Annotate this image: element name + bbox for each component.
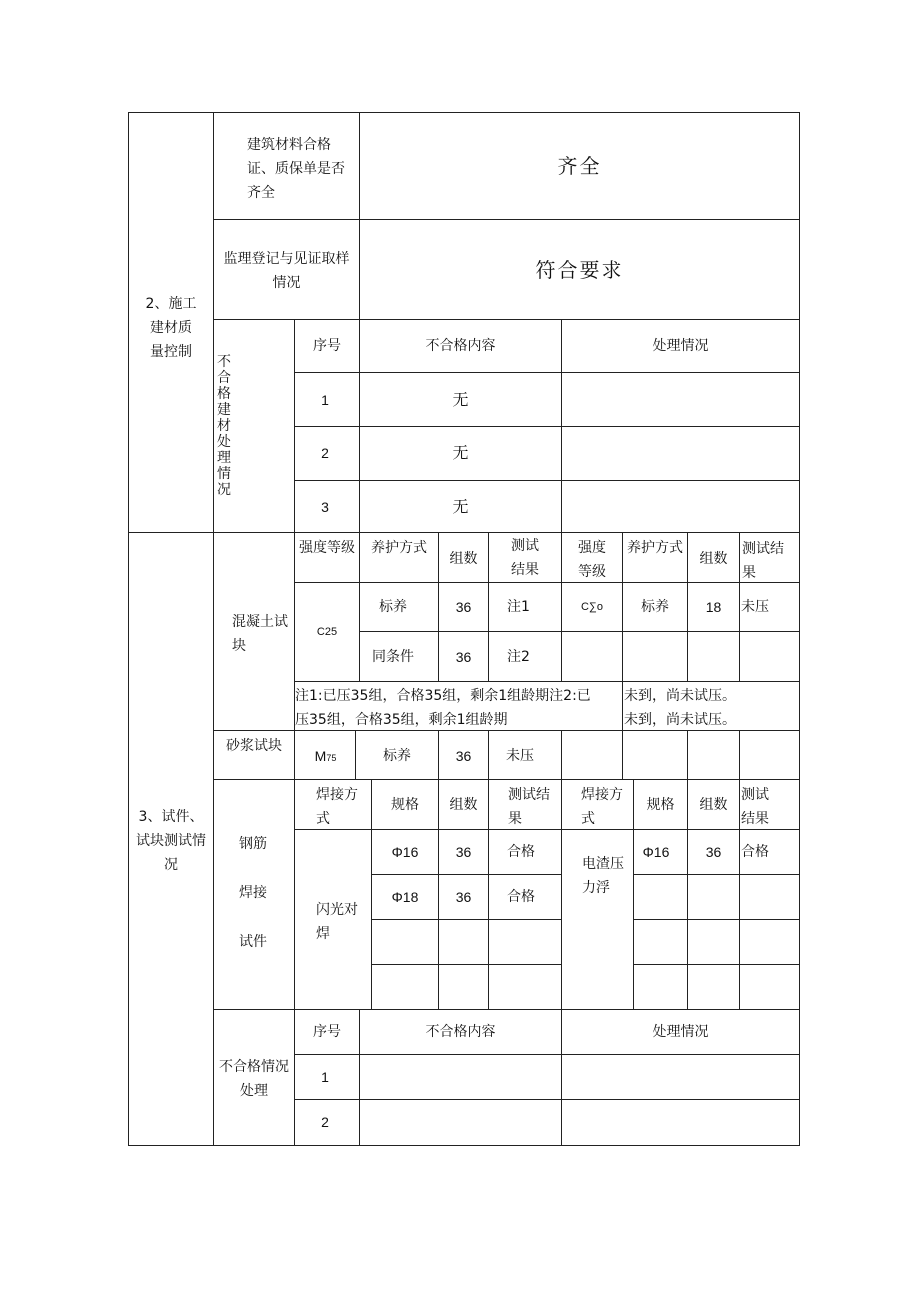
mortar-label: 砂浆试块 — [226, 738, 282, 754]
rebar-row-line-l2 — [371, 919, 561, 920]
mortar-cure: 标养 — [383, 748, 411, 764]
concrete-right-grade: C∑o — [581, 601, 603, 613]
rebar-method-left — [316, 898, 371, 946]
unq-header-no: 序号 — [313, 1024, 341, 1040]
unq-label-line: 不合格情况 — [219, 1059, 289, 1075]
unq-header-handling: 处理情况 — [652, 1024, 709, 1040]
concrete-row1-result: 注1 — [507, 599, 530, 615]
unq-label-line: 处理 — [240, 1083, 268, 1099]
rebar-header-method — [316, 783, 371, 831]
rebar-left-result: 合格 — [507, 889, 535, 905]
rebar-top-line — [213, 779, 800, 780]
rebar-label-line: 试件 — [239, 934, 267, 950]
rebar-header-method-right-line: 焊接方 — [581, 787, 623, 803]
concrete-header-count: 组数 — [449, 551, 478, 567]
rebar-left-count: 36 — [455, 889, 472, 905]
section3-label-line: 况 — [164, 857, 178, 873]
concrete-note-left — [295, 684, 621, 732]
mortar-result: 未压 — [506, 748, 534, 764]
concrete-grade: C25 — [316, 626, 338, 638]
rebar-col-d — [561, 779, 562, 1009]
cert-question-line: 齐全 — [247, 185, 275, 201]
rebar-header-method-right — [581, 783, 633, 831]
rebar-header-count-right: 组数 — [699, 797, 728, 813]
rebar-left-spec: Φ16 — [391, 844, 419, 860]
supervise-answer: 符合要求 — [535, 258, 624, 282]
mortar-grade-sub: 75 — [326, 753, 337, 763]
cert-question — [247, 133, 357, 205]
rebar-header-method-right-line: 式 — [581, 811, 595, 827]
section3-label — [129, 805, 213, 877]
mortar-grade — [296, 744, 355, 770]
rebar-header-method-line: 式 — [316, 811, 330, 827]
rebar-header-result-line: 果 — [508, 811, 522, 827]
concrete-header-grade: 强度等级 — [299, 540, 355, 556]
concrete-label — [232, 610, 294, 658]
s2-header-handling: 处理情况 — [652, 338, 709, 354]
s2-header-content: 不合格内容 — [425, 338, 496, 354]
s2-row-no: 2 — [321, 445, 329, 461]
rebar-header-method-line: 焊接方 — [316, 787, 358, 803]
mortar-count: 36 — [455, 748, 472, 764]
concrete-header-result-right-line: 测试结 — [742, 541, 784, 557]
mortar-col-g — [739, 730, 740, 779]
s2-header-no: 序号 — [313, 338, 341, 354]
concrete-header-result-right-line: 果 — [742, 565, 756, 581]
rebar-method-right — [582, 852, 633, 900]
concrete-note-right-line: 未到，尚未试压。 — [624, 688, 736, 704]
concrete-header-result-line: 结果 — [511, 562, 539, 578]
rebar-header-count: 组数 — [449, 797, 478, 813]
border-left — [128, 112, 129, 1146]
note-col-line — [622, 681, 623, 730]
rebar-header-spec: 规格 — [391, 797, 419, 813]
concrete-header-result — [489, 534, 561, 582]
supervise-question — [214, 247, 359, 295]
rebar-header-result-right-line: 测试 — [741, 787, 769, 803]
rebar-row-line-r3 — [633, 964, 800, 965]
supervise-question-line: 情况 — [272, 275, 301, 291]
s2-row-line-1 — [294, 372, 800, 373]
concrete-note-left-line: 注1:已压35组，合格35组，剩余1组龄期注2:已 — [295, 688, 591, 704]
unq-label — [214, 1055, 294, 1103]
s2-line-1 — [213, 219, 800, 220]
unq-row-line-1 — [294, 1054, 800, 1055]
section2-label-line: 建材质 — [150, 320, 192, 336]
section-divider — [128, 532, 800, 533]
concrete-header-line — [294, 582, 800, 583]
concrete-label-line: 混凝土试 — [232, 614, 288, 630]
s2-row-content: 无 — [452, 443, 469, 462]
rebar-right-spec: Φ16 — [642, 844, 670, 860]
rebar-header-result — [508, 783, 561, 831]
rebar-header-spec-right: 规格 — [646, 797, 675, 813]
concrete-right-cure: 标养 — [641, 599, 669, 615]
border-right — [799, 112, 800, 1146]
cert-question-line: 建筑材料合格 — [247, 137, 331, 153]
mortar-grade-main: M — [314, 748, 327, 764]
concrete-row-line-left — [359, 631, 561, 632]
rebar-header-result-right — [741, 783, 799, 831]
concrete-row-line-right — [561, 631, 800, 632]
unq-row-line-2 — [294, 1099, 800, 1100]
cert-question-line: 证、质保单是否 — [247, 161, 345, 177]
unq-row-no: 2 — [321, 1114, 329, 1130]
section2-label-line: 量控制 — [150, 344, 192, 360]
mortar-col-d — [561, 730, 562, 779]
concrete-header-grade-right-line: 等级 — [578, 564, 606, 580]
rebar-header-result-right-line: 结果 — [741, 811, 769, 827]
s2-row-content: 无 — [452, 497, 469, 516]
mortar-col-c — [488, 730, 489, 779]
supervise-question-line: 监理登记与见证取样 — [223, 251, 350, 267]
rebar-method-right-line: 电渣压 — [582, 856, 624, 872]
concrete-header-cure: 养护方式 — [371, 540, 427, 556]
rebar-method-left-line: 闪光对 — [316, 902, 358, 918]
cert-answer: 齐全 — [557, 154, 602, 178]
s2-q-col-line — [359, 112, 360, 320]
concrete-label-line: 块 — [232, 638, 246, 654]
concrete-header-count-right: 组数 — [699, 551, 728, 567]
rebar-method-left-line: 焊 — [316, 926, 330, 942]
border-bottom — [128, 1145, 800, 1146]
concrete-right-count: 18 — [705, 599, 722, 615]
rebar-row-line-l1 — [371, 874, 561, 875]
rebar-label-line: 焊接 — [239, 885, 267, 901]
unq-top-line — [213, 1009, 800, 1010]
s2-row-line-2 — [294, 426, 800, 427]
rebar-right-result: 合格 — [741, 844, 769, 860]
mortar-col-e — [622, 730, 623, 779]
s2-line-2 — [213, 319, 800, 320]
rebar-label — [239, 820, 289, 967]
rebar-label-line: 钢筋 — [239, 836, 267, 852]
concrete-col-g — [739, 532, 740, 681]
rebar-col-c — [488, 779, 489, 1009]
rebar-right-count: 36 — [705, 844, 722, 860]
concrete-row1-count: 36 — [455, 599, 472, 615]
concrete-row1-cure: 标养 — [379, 599, 407, 615]
rebar-method-right-line: 力浮 — [582, 880, 610, 896]
rebar-left-result: 合格 — [507, 844, 535, 860]
concrete-row2-cure: 同条件 — [372, 649, 414, 665]
rebar-left-spec: Φ18 — [391, 889, 419, 905]
rebar-left-count: 36 — [455, 844, 472, 860]
unqualified-material-label: 不合格建材处理情况 — [217, 354, 231, 498]
section2-label-line: 2、施工 — [145, 296, 197, 312]
concrete-header-result-right — [742, 537, 799, 585]
section3-label-line: 3、试件、 — [138, 809, 204, 825]
section3-label-line: 试块测试情 — [136, 833, 206, 849]
concrete-header-grade-right — [562, 536, 622, 584]
s2-row-content: 无 — [452, 390, 469, 409]
rebar-row-line-l3 — [371, 964, 561, 965]
s2-row-line-3 — [294, 480, 800, 481]
rebar-col-g — [739, 779, 740, 1009]
concrete-note-right — [624, 684, 799, 732]
concrete-header-cure-right: 养护方式 — [627, 540, 683, 556]
concrete-row2-result: 注2 — [507, 649, 530, 665]
rebar-row-line-r2 — [633, 919, 800, 920]
rebar-header-result-line: 测试结 — [508, 787, 550, 803]
concrete-note-right-line: 未到，尚未试压。 — [624, 712, 736, 728]
s2-row-no: 1 — [321, 392, 329, 408]
border-top — [128, 112, 800, 113]
concrete-note-top-line — [294, 681, 800, 682]
concrete-header-result-line: 测试 — [511, 538, 539, 554]
s2-row-no: 3 — [321, 499, 329, 515]
concrete-note-left-line: 压35组，合格35组，剩余1组龄期 — [295, 712, 508, 728]
unq-header-content: 不合格内容 — [425, 1024, 496, 1040]
concrete-right-result: 未压 — [741, 599, 769, 615]
concrete-row2-count: 36 — [455, 649, 472, 665]
unq-row-no: 1 — [321, 1069, 329, 1085]
section2-label — [129, 292, 213, 364]
mortar-col-f — [687, 730, 688, 779]
concrete-header-grade-right-line: 强度 — [578, 540, 606, 556]
rebar-row-line-r1 — [633, 874, 800, 875]
